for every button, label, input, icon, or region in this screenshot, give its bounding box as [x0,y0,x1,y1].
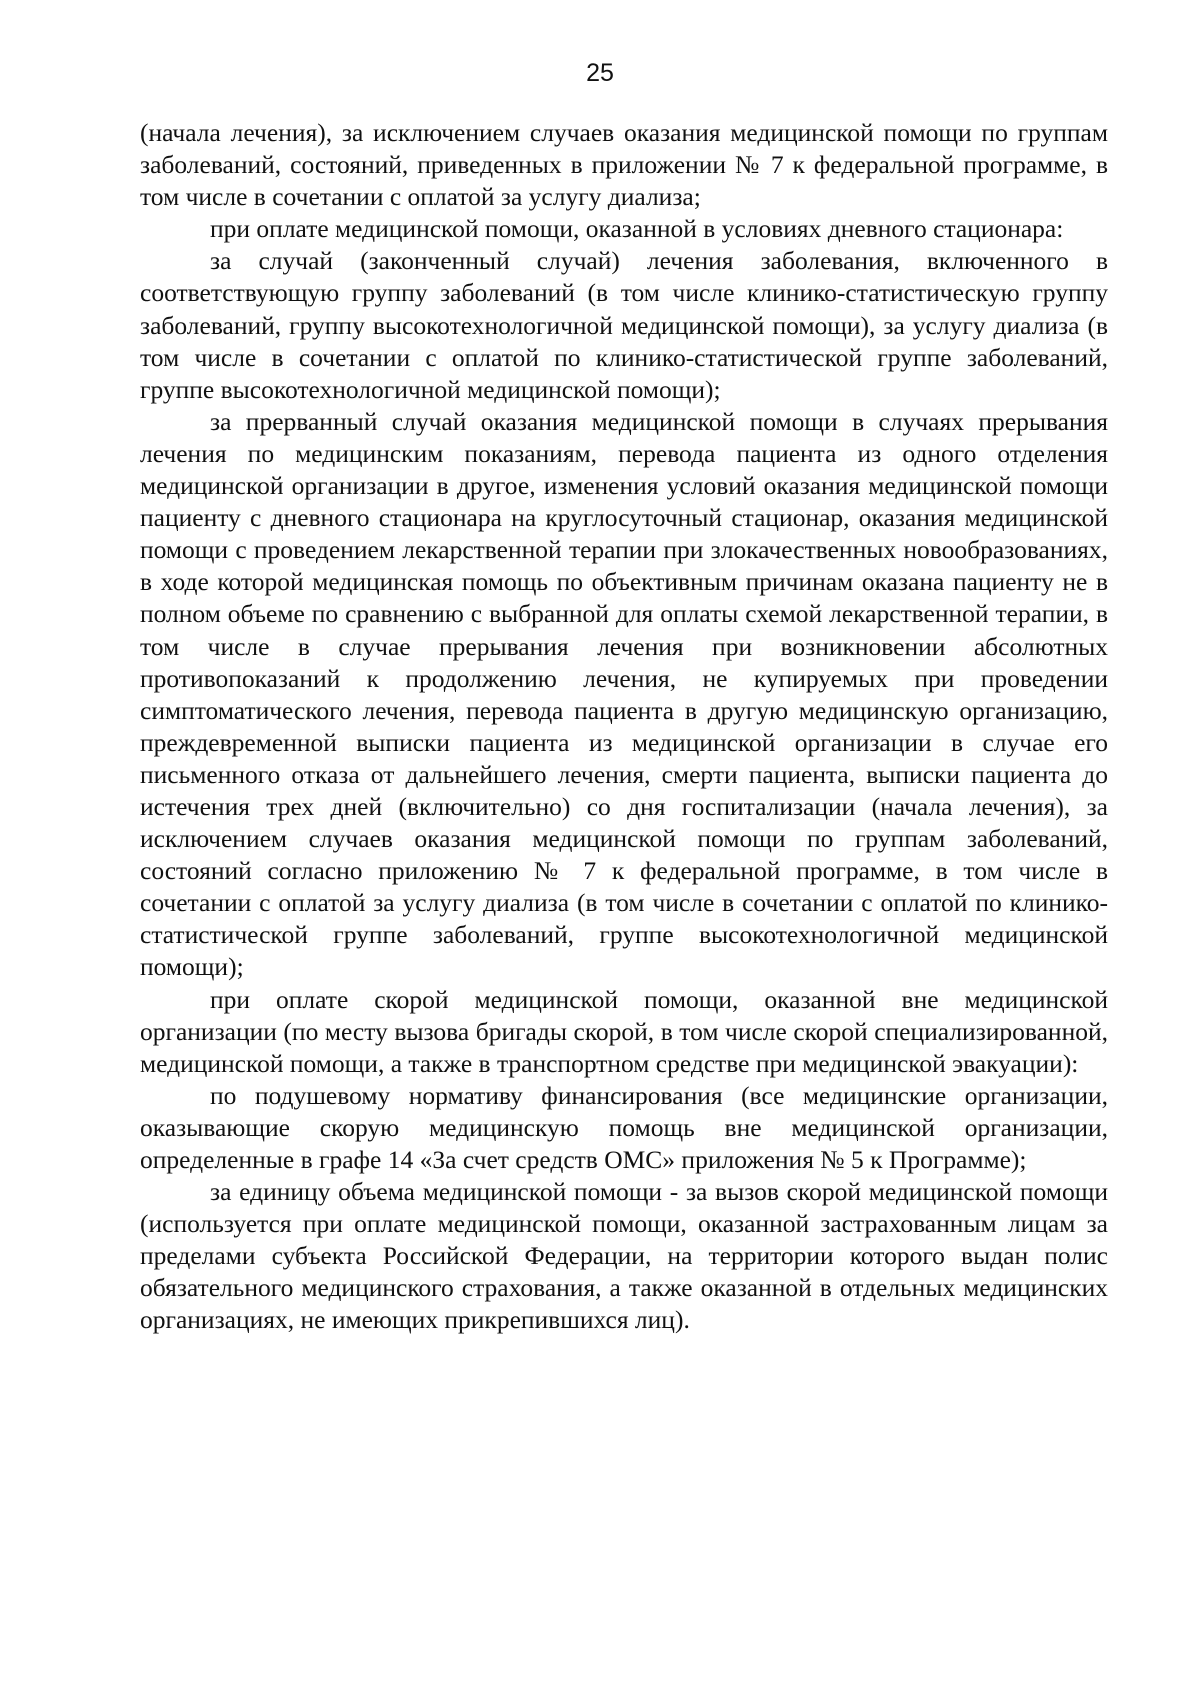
document-body [140,117,1108,1337]
paragraph-3: за случай (законченный случай) лечения заболевания, включенного в соответствующую группу заболеваний (в том числе клинико-статистическую группу заболеваний, группу высокотехнологичной медицинской помощи), за услугу диализа (в том числе в сочетании с оплатой по клинико-статистической группе заболеваний, группе высокотехнологичной медицинской помощи); [140,246,1108,404]
paragraph-7: за единицу объема медицинской помощи - за вызов скорой медицинской помощи (используется при оплате медицинской помощи, оказанной застрахованным лицам за пределами субъекта Российской Федерации, на территории которого выдан полис обязательного медицинского страхования, а также оказанной в отдельных медицинских организациях, не имеющих прикрепившихся лиц). [140,1177,1108,1335]
paragraph-5: при оплате скорой медицинской помощи, оказанной вне медицинской организации (по месту вызова бригады скорой, в том числе скорой специализированной, медицинской помощи, а также в транспортном средстве при медицинской эвакуации): [140,984,1108,1078]
paragraph-6: по подушевому нормативу финансирования (все медицинские организации, оказывающие скорую медицинскую помощь вне медицинской организации, определенные в графе 14 «За счет средств ОМС» приложения № 5 к Программе); [140,1080,1108,1174]
paragraph-1: (начала лечения), за исключением случаев оказания медицинской помощи по группам заболеваний, состояний, приведенных в приложении № 7 к федеральной программе, в том числе в сочетании с оплатой за услугу диализа; [140,118,1108,212]
paragraph-2: при оплате медицинской помощи, оказанной в условиях дневного стационара: [210,214,1064,244]
page-number: 25 [586,59,614,87]
paragraph-4: за прерванный случай оказания медицинской помощи в случаях прерывания лечения по медицинским показаниям, перевода пациента из одного отделения медицинской организации в другое, изменения условий оказания медицинской помощи пациенту с дневного стационара на круглосуточный стационар, оказания медицинской помощи с проведением лекарственной терапии при злокачественных новообразованиях, в ходе которой медицинская помощь по объективным причинам оказана пациенту не в полном объеме по сравнению с выбранной для оплаты схемой лекарственной терапии, в том числе в случае прерывания лечения при возникновении абсолютных противопоказаний к продолжению лечения, не купируемых при проведении симптоматического лечения, перевода пациента в другую медицинскую организацию, преждевременной выписки пациента из медицинской организации в случае его письменного отказа от дальнейшего лечения, смерти пациента, выписки пациента до истечения трех дней (включительно) со дня госпитализации (начала лечения), за исключением случаев оказания медицинской помощи по группам заболеваний, состояний согласно приложению № 7 к федеральной программе, в том числе в сочетании с оплатой за услугу диализа (в том числе в сочетании с оплатой по клинико-статистической группе заболеваний, группе высокотехнологичной медицинской помощи); [140,406,1108,982]
